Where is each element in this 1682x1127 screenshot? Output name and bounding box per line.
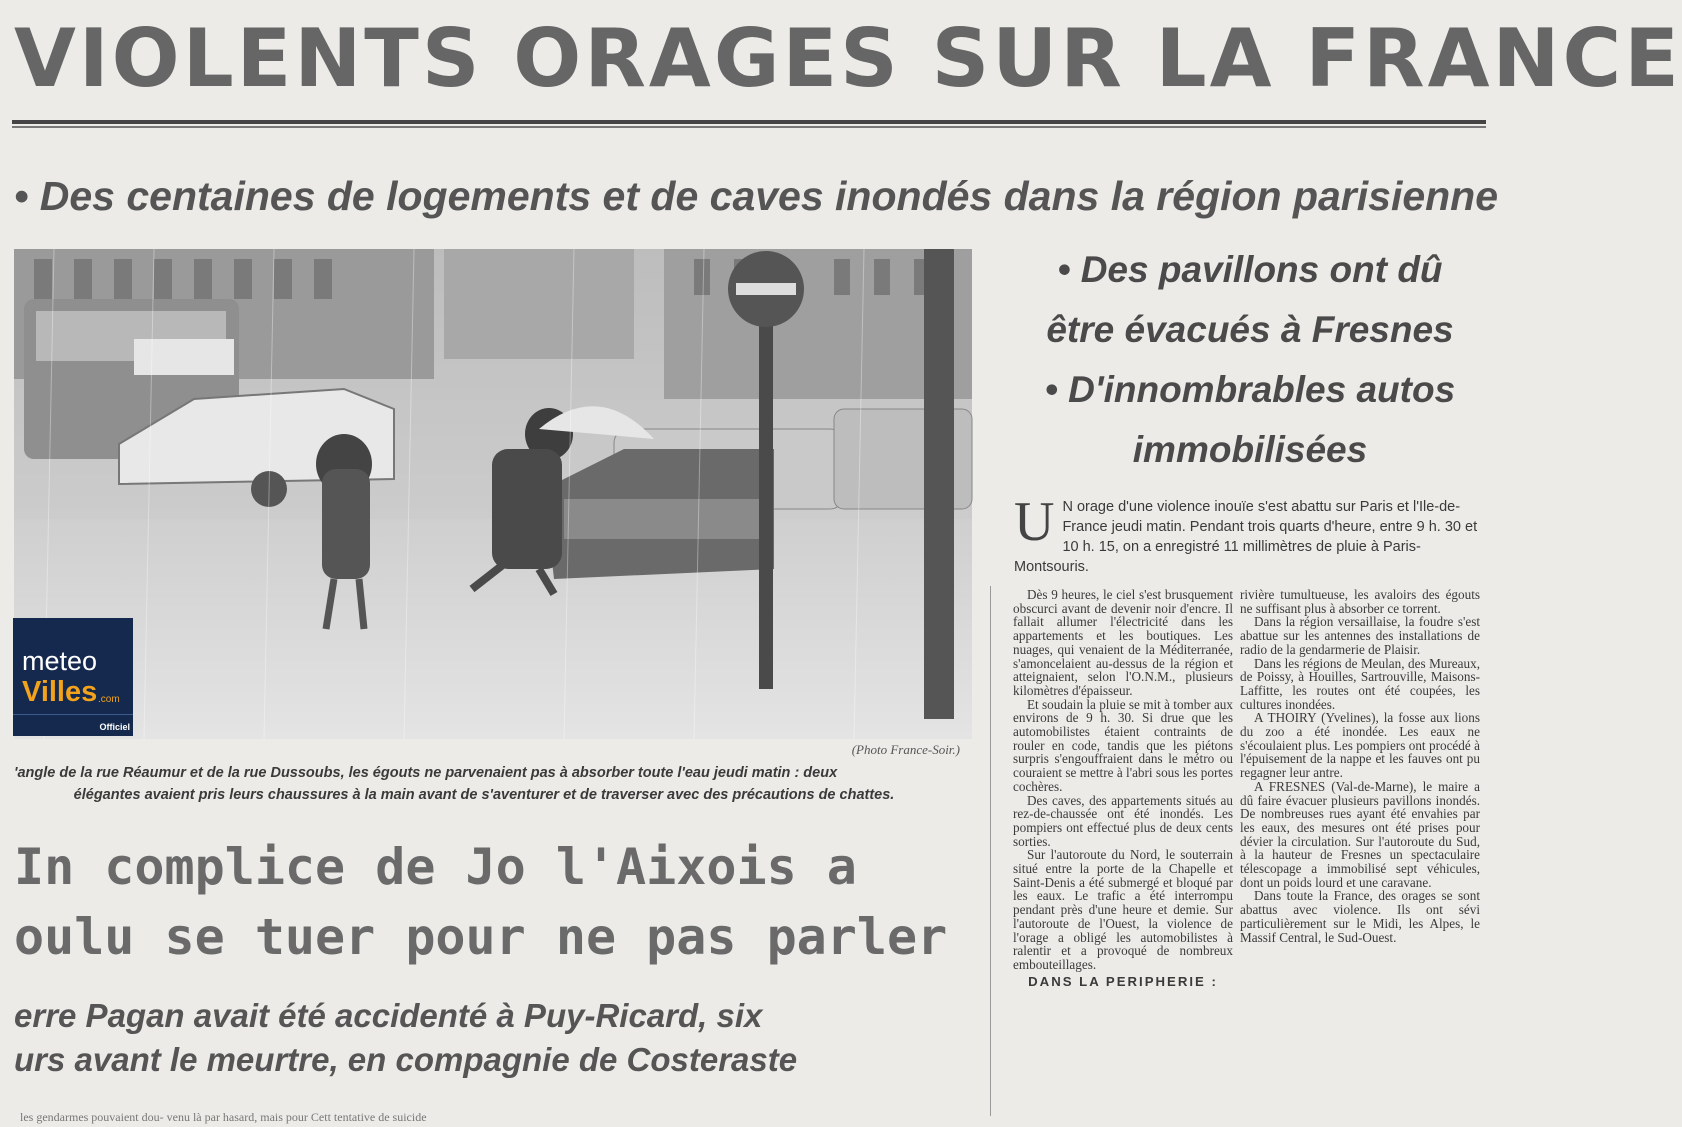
summary-bullets: [1012, 240, 1488, 480]
article-column-1: [1013, 588, 1233, 1116]
article-lead: [1014, 491, 1482, 579]
column-divider: [990, 586, 991, 1116]
bullet-line: être évacués à Fresnes: [1046, 309, 1454, 350]
second-deck-line: erre Pagan avait été accidenté à Puy-Ricard, six: [14, 997, 763, 1034]
bullet-line: immobilisées: [1132, 429, 1368, 470]
section-label: DANS LA PERIPHERIE :: [1028, 973, 1218, 989]
second-headline-line: oulu se tuer pour ne pas parler: [14, 908, 948, 966]
photo-caption: [14, 762, 954, 806]
paragraph: A FRESNES (Val-de-Marne), le maire a dû faire évacuer plusieurs pavillons inondés. De nombreuses rues ayant été envahies par les eaux, des mesures ont été prises pour dévier la circulation. Sur l'autoroute du Sud, à la hauteur de Fresnes un spectaculaire télescopage a immobilisé sept véhicules, dont un poids lourd et une caravane.: [1240, 778, 1480, 890]
caption-line: élégantes avaient pris leurs chaussures à la main avant de s'aventurer et de traverser avec des précautions de chattes.: [73, 787, 895, 803]
paragraph: Sur l'autoroute du Nord, le souterrain situé entre la porte de la Chapelle et Saint-Denis a été submergé et bloqué par les eaux. Le trafic a été interrompu pendant près d'une heure et demie. Sur l'autoroute de l'Ouest, la violence de l'orage a obligé les automobilistes à ralentir et a provoqué de nombreux embouteillages.: [1013, 847, 1233, 972]
logo-line2: Villes: [22, 676, 98, 708]
photo-credit: (Photo France-Soir.): [851, 742, 960, 757]
paragraph: A THOIRY (Yvelines), la fosse aux lions du zoo a été inondée. Les eaux ne s'écoulaient plus. Les pompiers ont procédé à l'épuisement de la nappe et les fauves ont pu regagner leur antre.: [1240, 710, 1480, 781]
logo-divider: [13, 714, 133, 715]
article-column-2: [1240, 588, 1480, 1116]
second-article-deck: [14, 994, 972, 1082]
meteovilles-logo: [13, 618, 133, 736]
paragraph: Dans les régions de Meulan, des Mureaux, de Poissy, à Houilles, Sartrouville, Maisons-Laffitte, les routes ont été coupées, les cultures inondées.: [1240, 655, 1480, 712]
bullet-line: • D'innombrables autos: [1044, 369, 1456, 410]
caption-line: 'angle de la rue Réaumur et de la rue Dussoubs, les égouts ne parvenaient pas à absorber toute l'eau jeudi matin : deux: [14, 765, 838, 781]
paragraph: Dans toute la France, des orages se sont abattus avec violence. Ils ont sévi particulièrement sur le Midi, les Alpes, le Massif Central, le Sud-Ouest.: [1240, 888, 1480, 945]
paragraph: Et soudain la pluie se mit à tomber aux environs de 9 h. 30. Si drue que les automobilistes étaient contraints de rouler en code, tandis que les piétons surpris s'engouffraient dans le métro ou couraient se mettre à l'abri sous les portes cochères.: [1013, 696, 1233, 794]
second-deck-line: urs avant le meurtre, en compagnie de Costeraste: [14, 1041, 798, 1078]
subheadline: • Des centaines de logements et de caves inondés dans la région parisienne: [14, 173, 1499, 219]
headline-rule: [12, 120, 1486, 128]
drop-cap: U: [1014, 491, 1055, 553]
paragraph: Dès 9 heures, le ciel s'est brusquement obscurci avant de devenir noir d'encre. Il fallait allumer l'électricité dans les appartements et les boutiques. Les nuages, qui venaient de la Méditerranée, s'amoncelaient au-dessus de la région et atteignaient, selon l'O.N.M., plusieurs kilomètres d'épaisseur.: [1013, 587, 1233, 698]
paragraph: Des caves, des appartements situés au rez-de-chaussée ont été inondés. Les pompiers ont effectué plus de deux cents sorties.: [1013, 792, 1233, 849]
main-headline: VIOLENTS ORAGES SUR LA FRANCE: [14, 12, 1682, 105]
street-flood-photo: [14, 249, 972, 739]
bullet-line: • Des pavillons ont dû: [1057, 249, 1443, 290]
logo-line1: meteo: [22, 646, 98, 676]
paragraph: rivière tumultueuse, les avaloirs des égouts ne suffisant plus à absorber ce torrent.: [1240, 587, 1480, 616]
second-article-text-snippet: les gendarmes pouvaient dou- venu là par hasard, mais pour Cett tentative de suicide: [20, 1110, 427, 1124]
second-headline-line: In complice de Jo l'Aixois a: [14, 838, 857, 896]
second-article-headline: [14, 832, 972, 972]
logo-suffix: .com: [98, 694, 120, 705]
logo-tag: Officiel: [99, 722, 130, 732]
paragraph: Dans la région versaillaise, la foudre s'est abattue sur les antennes des installations de radio de la gendarmerie de Plaisir.: [1240, 614, 1480, 657]
lead-text: N orage d'une violence inouïe s'est abattu sur Paris et l'Ile-de-France jeudi matin. Pendant trois quarts d'heure, entre 9 h. 30 et 10 h. 15, on a enregistré 11 millimètres de pluie à Paris-Montsouris.: [1014, 499, 1478, 575]
